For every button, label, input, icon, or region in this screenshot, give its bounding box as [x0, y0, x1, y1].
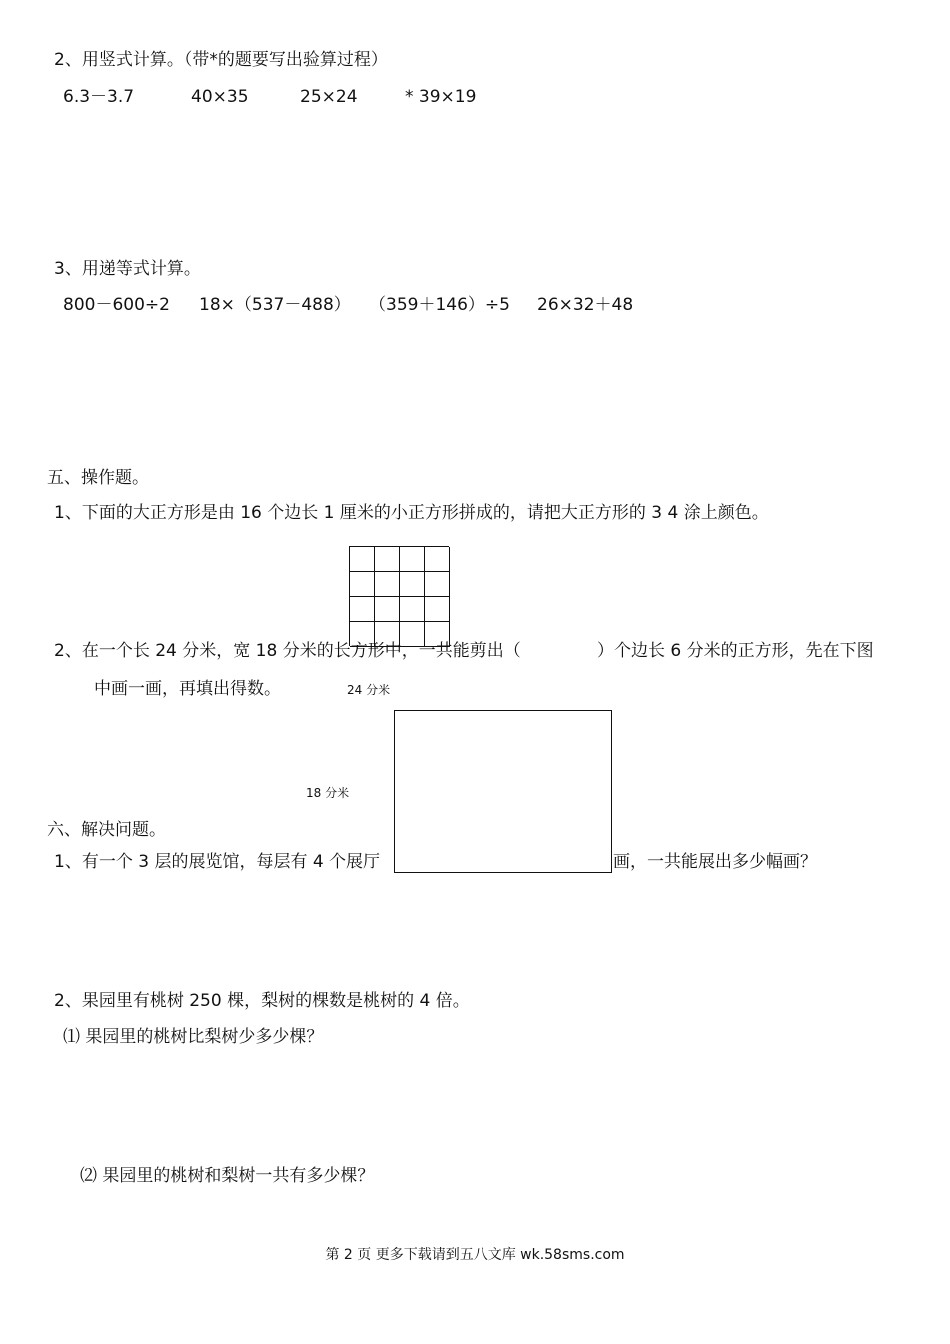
grid-cell — [375, 597, 400, 622]
q5-2-text-a: 2、在一个长 24 分米，宽 18 分米的长方形中，一共能剪出（ — [54, 641, 521, 661]
q6-2-sub-2: ⑵ 果园里的桃树和梨树一共有多少棵？ — [80, 1166, 375, 1186]
q4-2-item-1: 6.3－3.7 — [63, 87, 135, 107]
q4-3-item-4: 26×32＋48 — [537, 295, 634, 315]
q4-3-item-3: （359＋146）÷5 — [369, 295, 510, 315]
grid-cell — [350, 597, 375, 622]
q6-2-sub-1: ⑴ 果园里的桃树比梨树少多少棵？ — [63, 1027, 324, 1047]
grid-cell — [425, 572, 450, 597]
section-5-heading: 五、操作题。 — [47, 468, 149, 488]
q4-2-item-3: 25×24 — [300, 87, 358, 107]
q5-2-text-b: ）个边长 6 分米的正方形，先在下图 — [597, 641, 874, 661]
q5-2-text-line2: 中画一画，再填出得数。 — [94, 679, 281, 699]
q4-3-title: 3、用递等式计算。 — [54, 259, 201, 279]
rect-width-label: 18 分米 — [306, 786, 350, 800]
grid-cell — [400, 547, 425, 572]
section-6-heading: 六、解决问题。 — [47, 820, 166, 840]
q4-2-item-2: 40×35 — [191, 87, 249, 107]
grid-cell — [350, 572, 375, 597]
q4-3-item-2: 18×（537－488） — [199, 295, 351, 315]
q6-2-text: 2、果园里有桃树 250 棵，梨树的棵数是桃树的 4 倍。 — [54, 991, 470, 1011]
grid-cell — [425, 547, 450, 572]
q4-3-item-1: 800－600÷2 — [63, 295, 170, 315]
rect-length-label: 24 分米 — [347, 683, 391, 697]
grid-cell — [375, 572, 400, 597]
grid-cell — [350, 547, 375, 572]
rectangle-figure — [394, 710, 612, 873]
grid-cell — [425, 597, 450, 622]
q6-1-text-b: 画，一共能展出多少幅画？ — [613, 852, 817, 872]
grid-cell — [375, 547, 400, 572]
q6-1-text-a: 1、有一个 3 层的展览馆，每层有 4 个展厅 — [54, 852, 381, 872]
grid-cell — [400, 572, 425, 597]
q4-2-item-4: * 39×19 — [405, 87, 477, 107]
page-footer: 第 2 页 更多下载请到五八文库 wk.58sms.com — [325, 1247, 625, 1263]
q5-1-text: 1、下面的大正方形是由 16 个边长 1 厘米的小正方形拼成的，请把大正方形的 3 4 涂上颜色。 — [54, 503, 769, 523]
square-grid — [349, 546, 449, 646]
q4-2-title: 2、用竖式计算。（带*的题要写出验算过程） — [54, 50, 388, 70]
grid-cell — [400, 597, 425, 622]
